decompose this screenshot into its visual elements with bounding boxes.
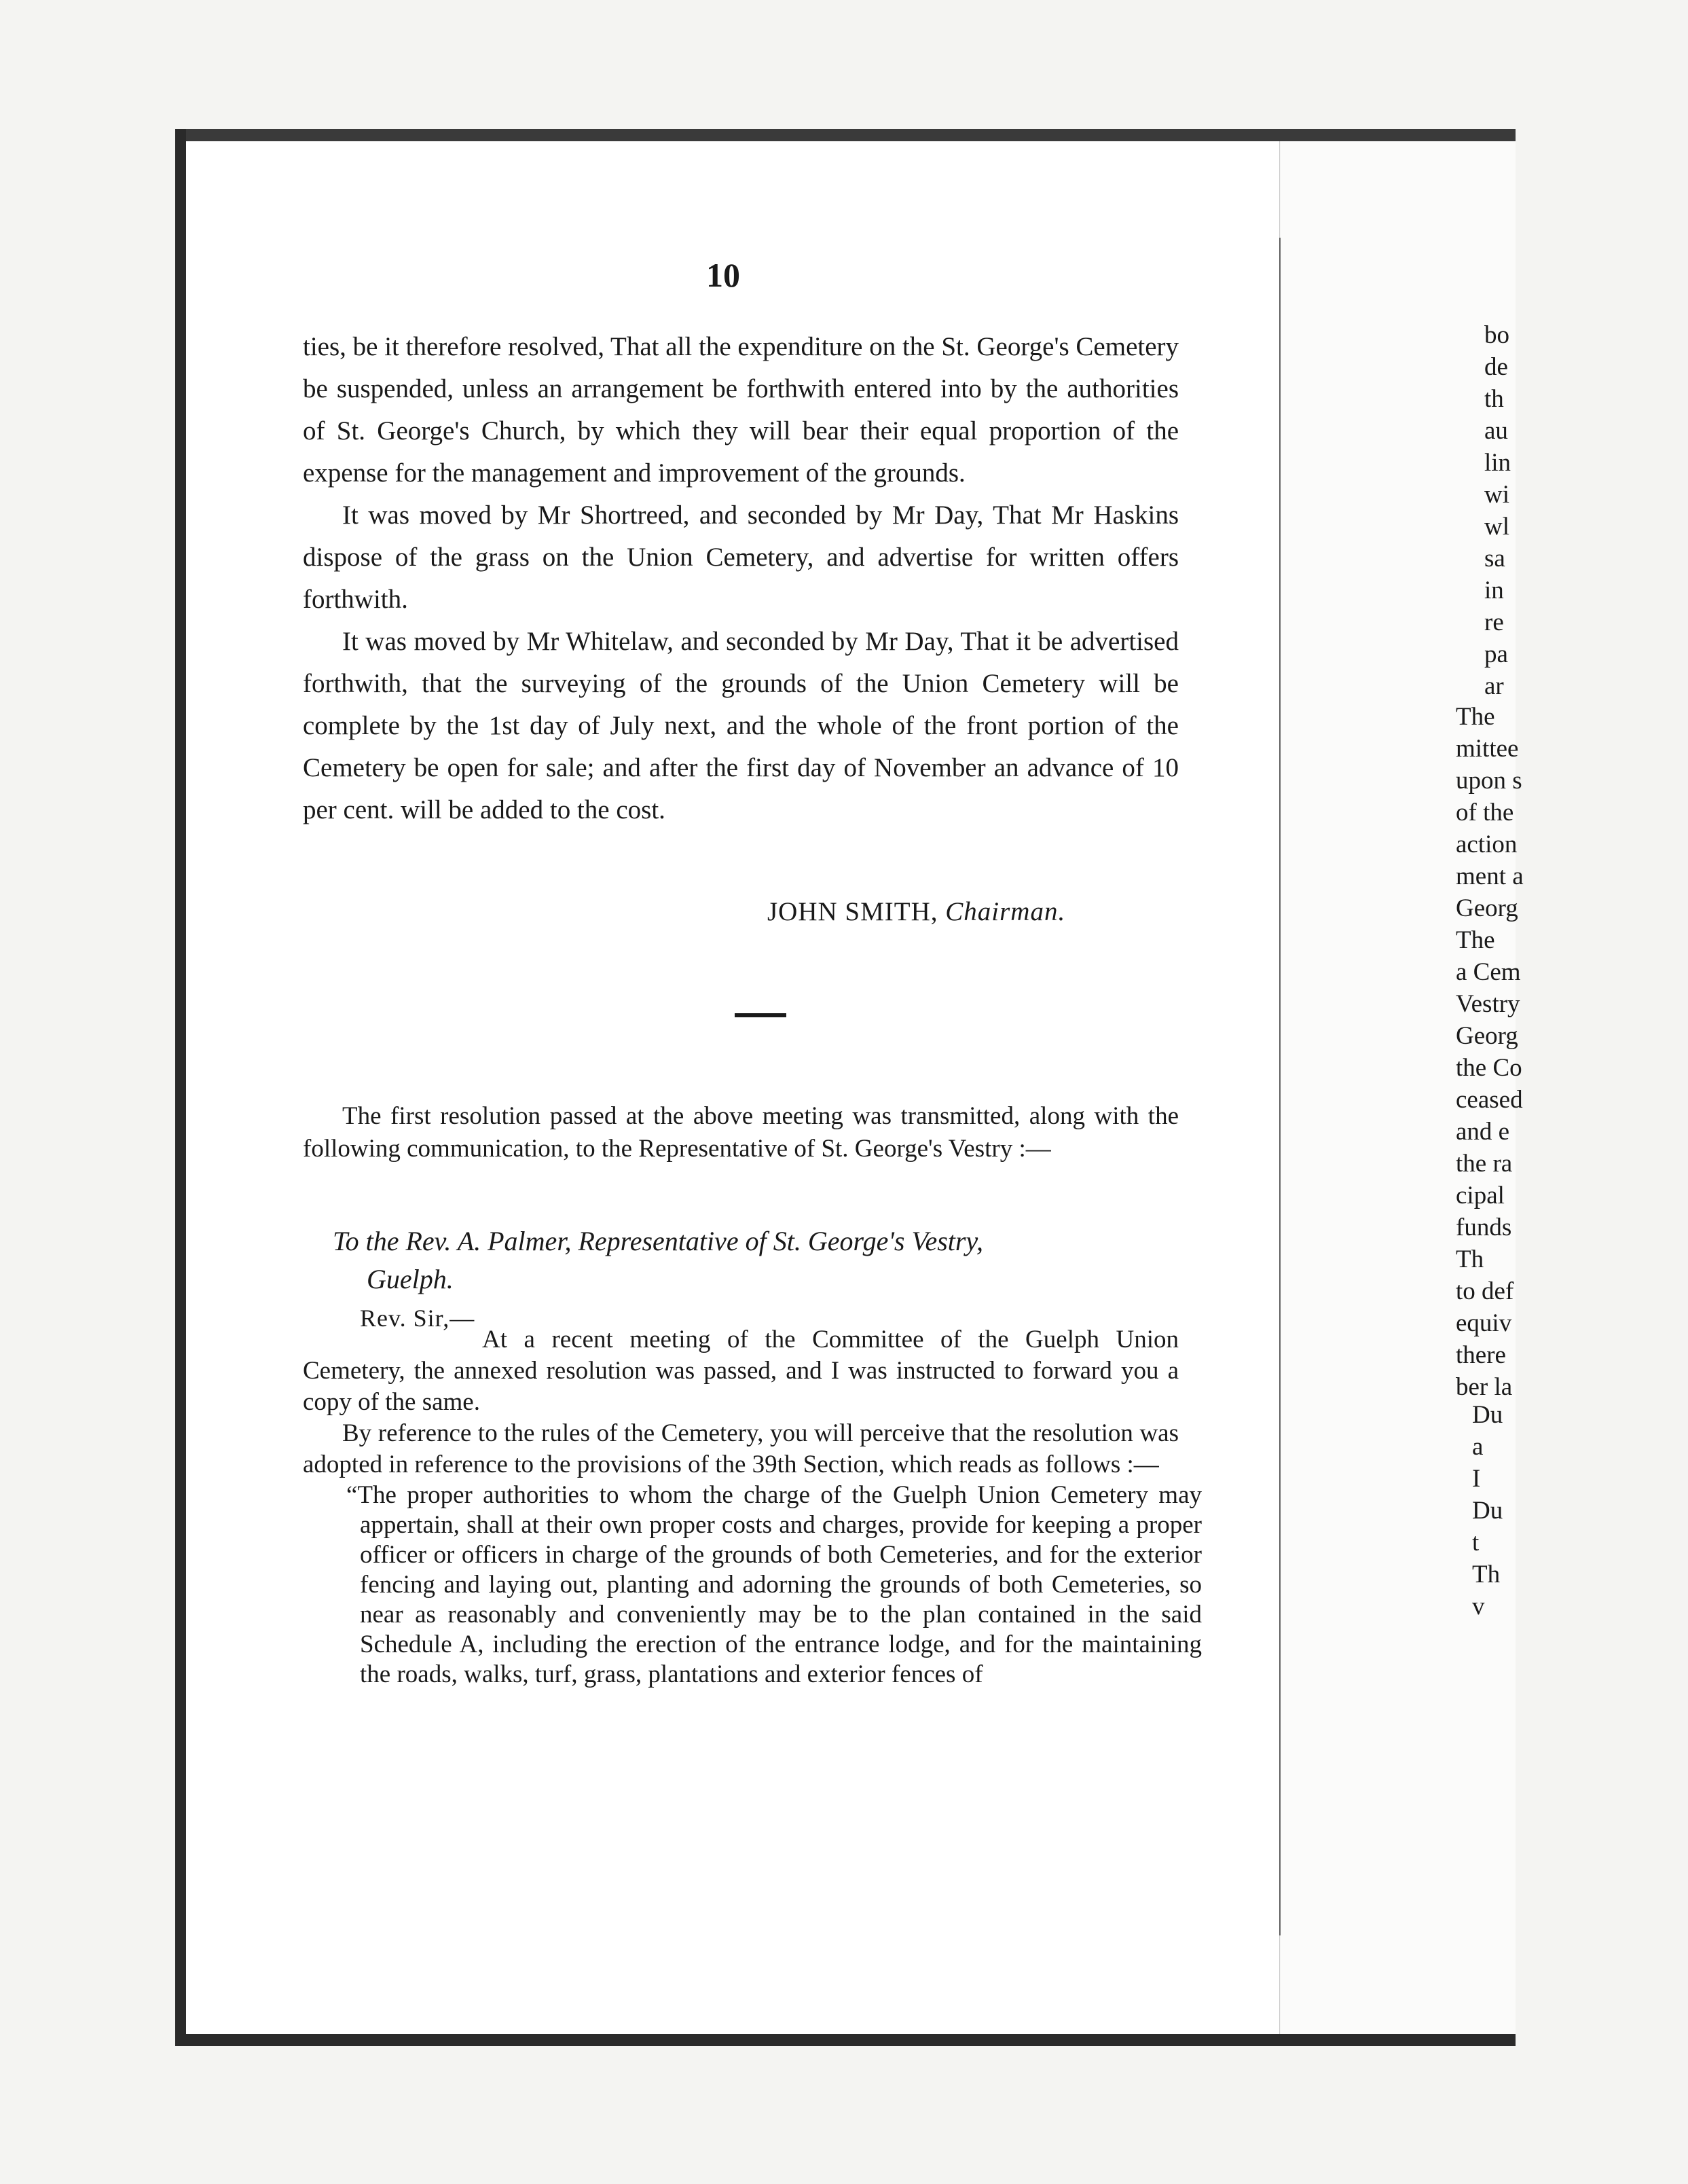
page-number: 10 — [706, 256, 740, 294]
right-page-line: equiv — [1456, 1309, 1512, 1337]
letter-body — [303, 1324, 1179, 1480]
right-page-line: Du — [1472, 1401, 1503, 1429]
page-top-edge — [175, 129, 1516, 141]
right-page-line: sa — [1484, 545, 1505, 572]
right-page-line: Georg — [1456, 894, 1518, 922]
paragraph: By reference to the rules of the Cemetery, you will perceive that the resolution was adopted in reference to the provisions of the 39th Section, which reads as follows :— — [303, 1419, 1179, 1478]
signature-name: JOHN SMITH, — [767, 897, 938, 926]
right-page-line: au — [1484, 417, 1508, 445]
right-page-text — [1456, 701, 1659, 1403]
right-page-line: upon s — [1456, 767, 1522, 795]
right-page-line: Du — [1472, 1497, 1503, 1525]
right-page-line: ber la — [1456, 1373, 1513, 1401]
right-page-line: mittee — [1456, 735, 1519, 763]
right-page-line: The — [1456, 703, 1495, 731]
right-page-line: ar — [1484, 672, 1504, 700]
right-page-line: Georg — [1456, 1022, 1518, 1050]
right-page-line: lin — [1484, 449, 1511, 477]
right-page-line: wi — [1484, 481, 1509, 509]
right-page-text — [1472, 1399, 1676, 1622]
paragraph: It was moved by Mr Shortreed, and seconded by Mr Day, That Mr Haskins dispose of the grass on the Union Cemetery, and advertise for written offers forthwith. — [303, 500, 1179, 614]
right-page-line: to def — [1456, 1277, 1514, 1305]
binding-edge — [175, 129, 186, 2044]
right-page-line: I — [1472, 1465, 1481, 1493]
right-page-line: The — [1456, 926, 1495, 954]
right-page-line: pa — [1484, 640, 1508, 668]
right-page-line: a Cem — [1456, 958, 1521, 986]
right-page-line: re — [1484, 608, 1504, 636]
right-page-line: of the — [1456, 799, 1514, 826]
right-page-line: the ra — [1456, 1150, 1513, 1178]
right-page-line: de — [1484, 353, 1508, 381]
section-divider — [735, 1013, 786, 1017]
right-page-line: funds — [1456, 1214, 1512, 1241]
paragraph: It was moved by Mr Whitelaw, and seconded by Mr Day, That it be advertised forthwith, that the surveying of the grounds of the Union Cemetery will be complete by the 1st day of July next, and the whole of the front portion of the Cemetery be open for sale; and after the first day of November an advance of 10 per cent. will be added to the cost. — [303, 627, 1179, 824]
resolutions-block — [303, 326, 1179, 831]
signature — [767, 896, 1065, 927]
right-page-line: the Co — [1456, 1054, 1522, 1082]
right-page-line: Th — [1456, 1245, 1484, 1273]
right-page-line: t — [1472, 1529, 1480, 1557]
right-page-line: a — [1472, 1433, 1484, 1461]
paragraph: At a recent meeting of the Committee of the Guelph Union Cemetery, the annexed resolution was passed, and I was instructed to forward you a copy of the same. — [303, 1326, 1179, 1416]
right-page-text — [1484, 319, 1688, 702]
letter-address — [333, 1222, 1215, 1298]
paragraph: ties, be it therefore resolved, That all the expenditure on the St. George's Cemetery be suspended, unless an arrangement be forthwith entered into by the authorities of St. George's Church, by which they will bear their equal proportion of the expense for the management and improvement of the grounds. — [303, 332, 1179, 488]
transmittal-paragraph: The first resolution passed at the above meeting was transmitted, along with the following communication, to the Representative of St. George's Vestry :— — [303, 1102, 1179, 1163]
right-page-line: in — [1484, 577, 1504, 604]
right-page-line: action — [1456, 831, 1518, 858]
salutation: Rev. Sir,— — [360, 1305, 475, 1332]
quoted-section: “The proper authorities to whom the charge of the Guelph Union Cemetery may appertain, shall at their own proper costs and charges, provide for keeping a proper officer or officers in charge of the grounds of both Cemeteries, and for the exterior fencing and laying out, planting and adorning the grounds of both Cemeteries, so near as reasonably and conveniently may be to the plan contained in the said Schedule A, including the erection of the entrance lodge, and for the maintaining the roads, walks, turf, grass, plantations and exterior fences of — [346, 1481, 1202, 1688]
right-page-line: bo — [1484, 321, 1509, 349]
page-bottom-edge — [175, 2034, 1516, 2046]
right-page-line: ment a — [1456, 862, 1524, 890]
right-page-line: v — [1472, 1592, 1485, 1620]
right-page-line: Vestry — [1456, 990, 1520, 1018]
address-line: To the Rev. A. Palmer, Representative of St. George's Vestry, — [333, 1226, 984, 1256]
address-line: Guelph. — [367, 1264, 454, 1294]
right-page-line: cipal — [1456, 1182, 1505, 1209]
right-page-line: there — [1456, 1341, 1506, 1369]
right-page-line: wl — [1484, 513, 1509, 541]
right-page-line: Th — [1472, 1561, 1501, 1588]
right-page-line: ceased — [1456, 1086, 1523, 1114]
right-page-line: th — [1484, 385, 1504, 413]
signature-role: Chairman. — [945, 897, 1066, 926]
right-page-line: and e — [1456, 1118, 1510, 1146]
